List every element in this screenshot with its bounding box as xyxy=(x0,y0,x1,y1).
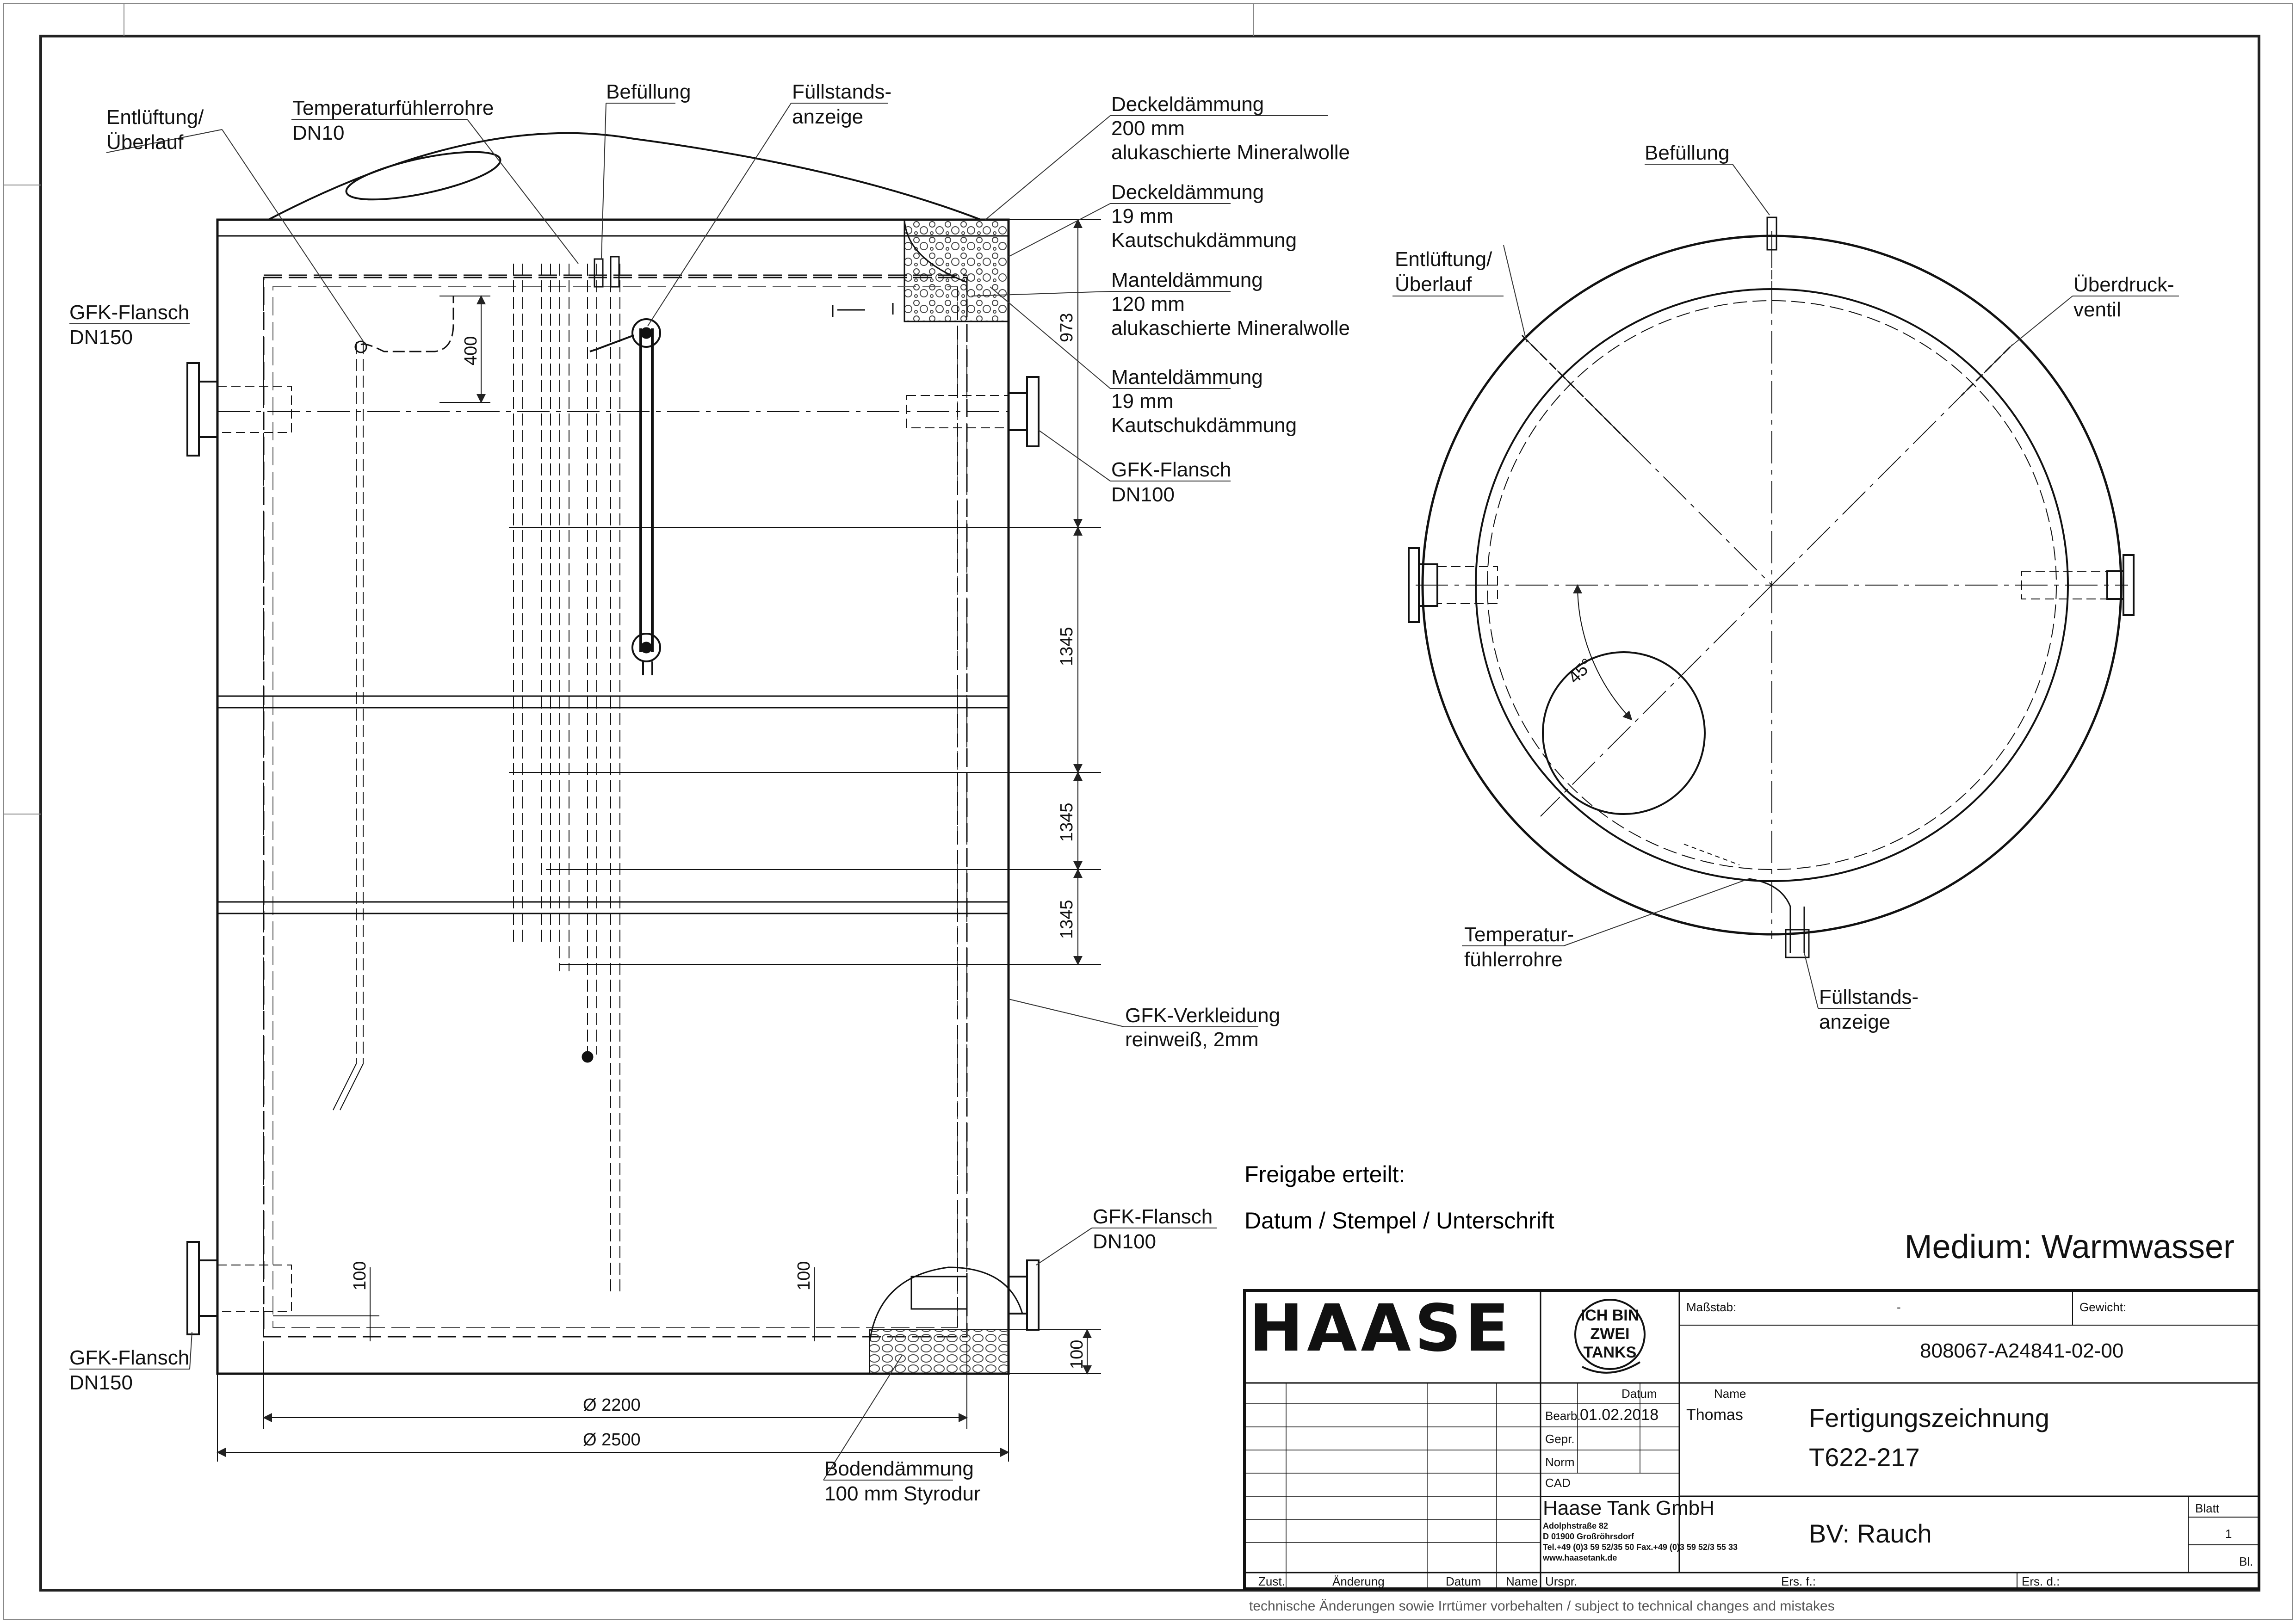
norm-label: Norm xyxy=(1545,1455,1575,1469)
aenderung-label: Änderung xyxy=(1332,1574,1385,1588)
name2-label: Name xyxy=(1506,1574,1538,1588)
dim-dia-2500: Ø 2500 xyxy=(583,1430,641,1450)
address-1: Adolphstraße 82 xyxy=(1543,1521,1609,1530)
label-deckel1-2: 200 mm xyxy=(1111,117,1185,140)
gewicht-label: Gewicht: xyxy=(2079,1300,2127,1314)
label-fuellstand-2: anzeige xyxy=(792,105,864,128)
massstab-value: - xyxy=(1897,1300,1901,1314)
label-entlueftung-2: Überlauf xyxy=(106,131,184,154)
label-entlueftung-1: Entlüftung/ xyxy=(106,106,204,129)
label-ueberdruck-1: Überdruck- xyxy=(2073,273,2174,296)
label-befuellung-left: Befüllung xyxy=(606,80,691,103)
label-gfk150-top-2: DN150 xyxy=(69,326,133,349)
label-mantel1-3: alukaschierte Mineralwolle xyxy=(1111,317,1350,339)
blatt-value: 1 xyxy=(2225,1527,2232,1541)
label-entlueftung-right-1: Entlüftung/ xyxy=(1395,248,1492,271)
datum-header: Datum xyxy=(1621,1387,1657,1401)
label-fuellstand-1: Füllstands- xyxy=(792,80,892,103)
label-boden-2: 100 mm Styrodur xyxy=(824,1482,981,1505)
approval-line-1: Freigabe erteilt: xyxy=(1244,1161,1405,1187)
dim-1345-b: 1345 xyxy=(1057,802,1077,842)
label-mantel1-1: Manteldämmung xyxy=(1111,269,1263,291)
dim-400: 400 xyxy=(461,336,481,365)
bearb-date: 01.02.2018 xyxy=(1580,1406,1659,1424)
label-temperatur-right-2: fühlerrohre xyxy=(1464,948,1563,971)
address-3: Tel.+49 (0)3 59 52/35 50 Fax.+49 (0)3 59 52/3 55 33 xyxy=(1543,1543,1738,1552)
tank-top-view xyxy=(1409,217,2134,957)
dim-dia-2200: Ø 2200 xyxy=(583,1395,641,1415)
gepr-label: Gepr. xyxy=(1545,1432,1575,1446)
label-temperatur-right-1: Temperatur- xyxy=(1464,923,1574,946)
urspr-label: Urspr. xyxy=(1545,1574,1578,1588)
datum2-label: Datum xyxy=(1446,1574,1481,1588)
bl-label: Bl. xyxy=(2239,1555,2253,1568)
company-name: Haase Tank GmbH xyxy=(1543,1497,1714,1519)
stamp-line-1: ICH BIN xyxy=(1580,1307,1640,1324)
label-mantel2-2: 19 mm xyxy=(1111,390,1174,413)
address-2: D 01900 Großröhrsdorf xyxy=(1543,1532,1634,1541)
blatt-label: Blatt xyxy=(2195,1501,2220,1515)
label-gfk100-bottom-2: DN100 xyxy=(1093,1230,1156,1253)
side-view-dim-texts xyxy=(350,313,1087,1450)
label-mantel2-3: Kautschukdämmung xyxy=(1111,414,1297,437)
ers-f-label: Ers. f.: xyxy=(1781,1574,1816,1588)
label-gfk150-bottom-1: GFK-Flansch xyxy=(69,1346,190,1369)
bv-text: BV: Rauch xyxy=(1809,1519,1932,1548)
label-boden-1: Bodendämmung xyxy=(824,1457,974,1480)
dim-100-b: 100 xyxy=(794,1261,814,1290)
cad-label: CAD xyxy=(1545,1476,1571,1490)
label-mantel1-2: 120 mm xyxy=(1111,293,1185,315)
label-entlueftung-right-2: Überlauf xyxy=(1395,273,1472,296)
label-verkleidung-2: reinweiß, 2mm xyxy=(1125,1028,1259,1051)
zust-label: Zust. xyxy=(1258,1574,1285,1588)
dim-angle-45: 45° xyxy=(1564,655,1597,688)
title-block-texts xyxy=(1249,1291,2253,1614)
dim-1345-c: 1345 xyxy=(1057,900,1077,939)
label-temperatur-2: DN10 xyxy=(292,122,345,144)
label-gfk150-top-1: GFK-Flansch xyxy=(69,301,190,324)
label-gfk100-top-2: DN100 xyxy=(1111,483,1175,506)
name-header: Name xyxy=(1714,1387,1746,1401)
label-verkleidung-1: GFK-Verkleidung xyxy=(1125,1004,1281,1027)
side-view-labels xyxy=(69,80,1350,1505)
label-fuellstand-right-1: Füllstands- xyxy=(1819,986,1919,1008)
label-deckel1-3: alukaschierte Mineralwolle xyxy=(1111,141,1350,164)
label-mantel2-1: Manteldämmung xyxy=(1111,366,1263,389)
label-gfk150-bottom-2: DN150 xyxy=(69,1371,133,1394)
label-befuellung-right: Befüllung xyxy=(1645,142,1730,164)
title-2: T622-217 xyxy=(1809,1443,1920,1472)
dim-973: 973 xyxy=(1057,313,1077,342)
tank-side-view xyxy=(187,133,1039,1374)
medium-text: Medium: Warmwasser xyxy=(1904,1228,2234,1265)
dim-100-c: 100 xyxy=(1067,1339,1087,1369)
stamp-line-3: TANKS xyxy=(1583,1344,1637,1361)
label-deckel1-1: Deckeldämmung xyxy=(1111,93,1264,116)
label-deckel2-1: Deckeldämmung xyxy=(1111,181,1264,204)
address-4: www.haasetank.de xyxy=(1543,1553,1617,1562)
bearb-name: Thomas xyxy=(1686,1406,1743,1424)
dim-100-a: 100 xyxy=(350,1261,370,1290)
massstab-label: Maßstab: xyxy=(1686,1300,1737,1314)
label-deckel2-3: Kautschukdämmung xyxy=(1111,229,1297,252)
label-gfk100-bottom-1: GFK-Flansch xyxy=(1093,1205,1213,1228)
stamp-line-2: ZWEI xyxy=(1590,1325,1630,1343)
label-fuellstand-right-2: anzeige xyxy=(1819,1011,1891,1033)
approval-line-2: Datum / Stempel / Unterschrift xyxy=(1244,1208,1554,1234)
dim-1345-a: 1345 xyxy=(1057,627,1077,666)
top-view-labels xyxy=(1395,142,2174,1033)
label-ueberdruck-2: ventil xyxy=(2073,298,2121,321)
drawing-number: 808067-A24841-02-00 xyxy=(1920,1339,2124,1362)
footer-disclaimer: technische Änderungen sowie Irrtümer vorbehalten / subject to technical changes and mistakes xyxy=(1249,1598,1835,1614)
label-temperatur-1: Temperaturfühlerrohre xyxy=(292,97,494,119)
title-1: Fertigungszeichnung xyxy=(1809,1403,2049,1432)
bearb-label: Bearb. xyxy=(1545,1409,1581,1423)
label-deckel2-2: 19 mm xyxy=(1111,205,1174,228)
label-gfk100-top-1: GFK-Flansch xyxy=(1111,458,1232,481)
ers-d-label: Ers. d.: xyxy=(2022,1574,2060,1588)
haase-logo: HAASE xyxy=(1249,1291,1513,1366)
